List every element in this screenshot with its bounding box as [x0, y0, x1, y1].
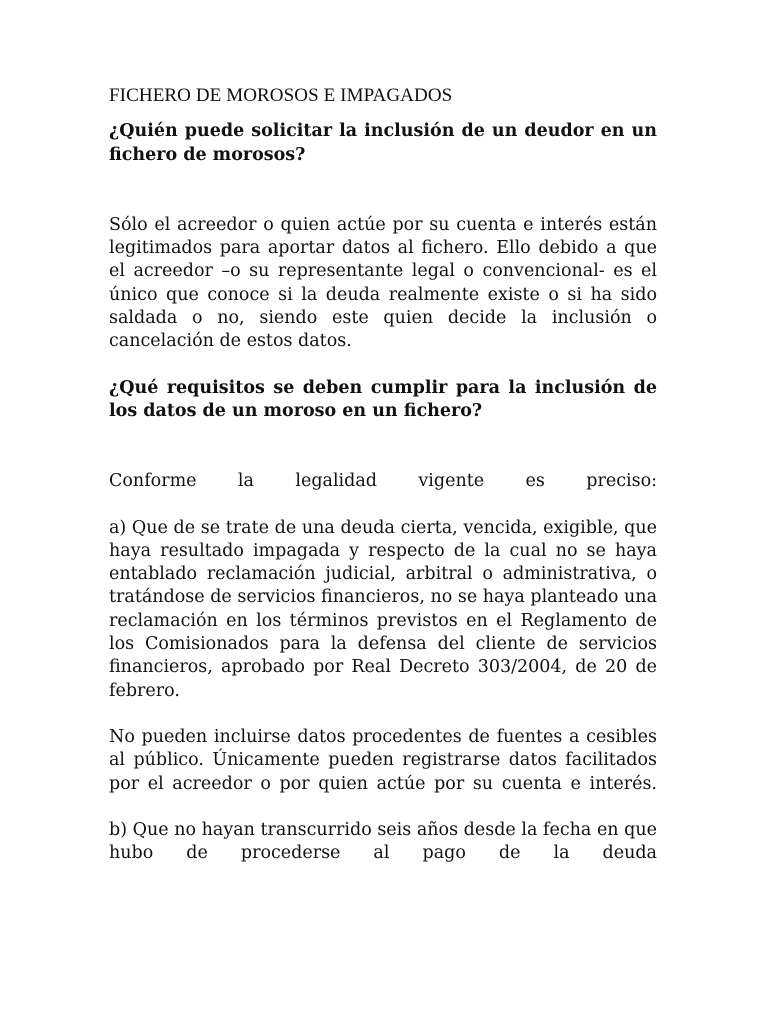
- spacer: [109, 354, 657, 377]
- spacer: [109, 423, 657, 470]
- item-b-paragraph: b) Que no hayan transcurrido seis años desde la fecha en que hubo de procederse al pago de la deuda: [109, 819, 657, 864]
- answer-1-paragraph: Sólo el acreedor o quien actúe por su cuenta e interés están legitimados para aportar datos al fichero. Ello debido a que el acreedor –o su representante legal o convencional- es el único que conoce si la deuda realmente existe o si ha sido saldada o no, siendo este quien decide la inclusión o cancelación de estos datos.: [109, 214, 657, 352]
- spacer: [109, 703, 657, 726]
- document-title: FICHERO DE MOROSOS E IMPAGADOS: [109, 85, 453, 106]
- intro-2-paragraph: Conforme la legalidad vigente es preciso:: [109, 471, 657, 492]
- spacer: [109, 796, 657, 819]
- spacer: [109, 167, 657, 214]
- document-page: [109, 84, 657, 865]
- note-a-paragraph: No pueden incluirse datos procedentes de fuentes a cesibles al público. Únicamente pueden registrarse datos facilitados por el acreedor o por quien actúe por su cuenta e interés.: [109, 726, 657, 794]
- item-a-paragraph: a) Que de se trate de una deuda cierta, vencida, exigible, que haya resultado impagada y respecto de la cual no se haya entablado reclamación judicial, arbitral o administrativa, o tratándose de servicios financieros, no se haya planteado una reclamación en los términos previstos en el Reglamento de los Comisionados para la defensa del cliente de servicios financieros, aprobado por Real Decreto 303/2004, de 20 de febrero.: [109, 517, 657, 701]
- question-1-heading: ¿Quién puede solicitar la inclusión de un deudor en un fichero de morosos?: [109, 121, 657, 165]
- spacer: [109, 494, 657, 517]
- question-2-heading: ¿Qué requisitos se deben cumplir para la inclusión de los datos de un moroso en un fichero?: [109, 377, 657, 421]
